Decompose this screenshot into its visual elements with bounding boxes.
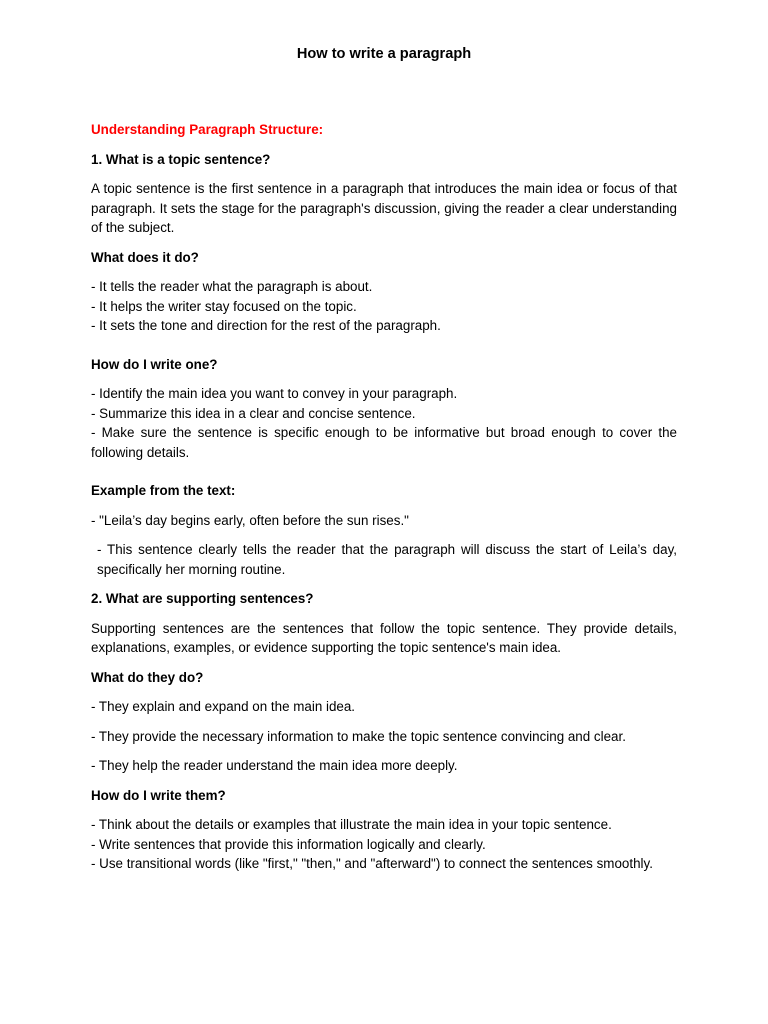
topic-what-item: - It helps the writer stay focused on the topic.	[91, 298, 357, 314]
supporting-what-item: - They explain and expand on the main idea.	[91, 699, 356, 714]
supporting-what-item: - They provide the necessary information to make the topic sentence convincing and clear.	[91, 728, 626, 744]
example-heading: Example from the text:	[91, 483, 236, 498]
topic-how-item: - Summarize this idea in a clear and concise sentence.	[91, 405, 416, 421]
topic-how-item: - Make sure the sentence is specific enough to be informative but broad enough to cover the following details.	[91, 425, 677, 460]
document-body	[91, 40, 677, 874]
supporting-how-item: - Think about the details or examples that illustrate the main idea in your topic sentence.	[91, 817, 612, 832]
supporting-sentences-heading: 2. What are supporting sentences?	[91, 591, 314, 606]
document-title: How to write a paragraph	[296, 46, 472, 62]
topic-how-item: - Identify the main idea you want to convey in your paragraph.	[91, 386, 458, 401]
topic-what-item: - It sets the tone and direction for the rest of the paragraph.	[91, 318, 441, 333]
supporting-what-item: - They help the reader understand the main idea more deeply.	[91, 758, 458, 773]
topic-what-item: - It tells the reader what the paragraph is about.	[91, 279, 373, 294]
topic-what-heading: What does it do?	[91, 249, 199, 265]
supporting-how-item: - Use transitional words (like "first," "then," and "afterward") to connect the sentences smoothly.	[91, 856, 653, 871]
supporting-sentences-definition: Supporting sentences are the sentences that follow the topic sentence. They provide details, explanations, examples, or evidence supporting the topic sentence's main idea.	[91, 620, 677, 655]
topic-sentence-definition: A topic sentence is the first sentence in a paragraph that introduces the main idea or focus of that paragraph. It sets the stage for the paragraph's discussion, giving the reader a clear understanding of the subject.	[91, 181, 677, 235]
section-heading: Understanding Paragraph Structure:	[91, 122, 324, 137]
supporting-how-heading: How do I write them?	[91, 787, 226, 803]
supporting-how-item: - Write sentences that provide this information logically and clearly.	[91, 836, 486, 852]
supporting-what-heading: What do they do?	[91, 669, 204, 685]
topic-how-heading: How do I write one?	[91, 356, 218, 372]
topic-sentence-heading: 1. What is a topic sentence?	[91, 151, 271, 167]
example-explanation: - This sentence clearly tells the reader that the paragraph will discuss the start of Leila’s day, specifically her morning routine.	[97, 542, 677, 577]
example-quote: - "Leila’s day begins early, often before the sun rises."	[91, 512, 409, 528]
